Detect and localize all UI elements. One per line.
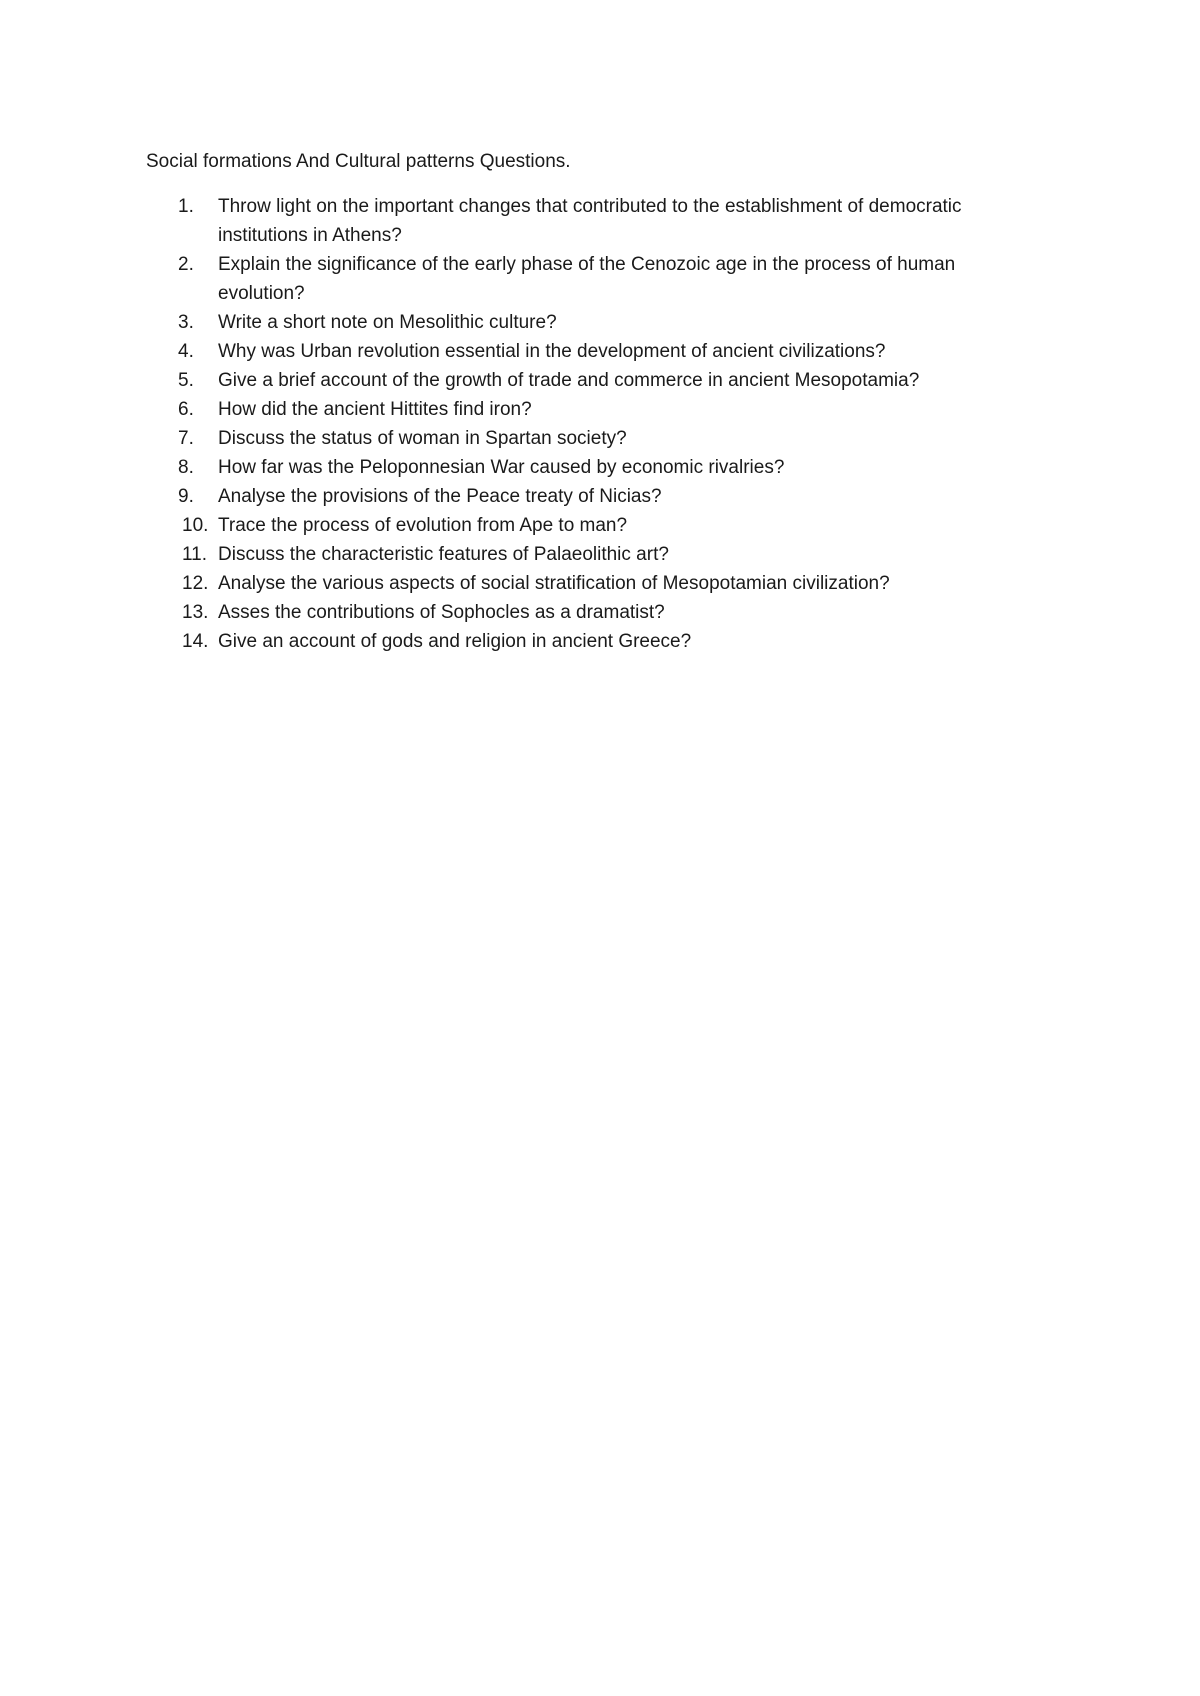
question-item xyxy=(146,598,1046,627)
question-text: Why was Urban revolution essential in the development of ancient civilizations? xyxy=(218,341,886,362)
question-item xyxy=(146,192,1046,250)
question-text: Analyse the provisions of the Peace treaty of Nicias? xyxy=(218,486,662,507)
question-text: Discuss the characteristic features of Palaeolithic art? xyxy=(218,544,669,565)
question-item xyxy=(146,308,1046,337)
document-title: Social formations And Cultural patterns Questions. xyxy=(146,151,571,172)
question-item xyxy=(146,250,1046,308)
question-item xyxy=(146,569,1046,598)
question-number: 4. xyxy=(178,341,194,362)
question-text: Give an account of gods and religion in ancient Greece? xyxy=(218,631,692,652)
question-text: Write a short note on Mesolithic culture? xyxy=(218,312,557,333)
question-item xyxy=(146,627,1046,656)
question-number: 9. xyxy=(178,486,194,507)
question-item xyxy=(146,511,1046,540)
question-text: Explain the significance of the early phase of the Cenozoic age in the process of human evolution? xyxy=(218,254,956,304)
question-number: 1. xyxy=(178,196,194,217)
question-number: 8. xyxy=(178,457,194,478)
question-text: Analyse the various aspects of social stratification of Mesopotamian civilization? xyxy=(218,573,890,594)
question-number: 10. xyxy=(182,515,209,536)
question-item xyxy=(146,482,1046,511)
question-item xyxy=(146,395,1046,424)
question-number: 7. xyxy=(178,428,194,449)
question-text: How far was the Peloponnesian War caused by economic rivalries? xyxy=(218,457,785,478)
question-number: 5. xyxy=(178,370,194,391)
question-text: Asses the contributions of Sophocles as a dramatist? xyxy=(218,602,665,623)
question-text: Discuss the status of woman in Spartan society? xyxy=(218,428,627,449)
question-text: Trace the process of evolution from Ape to man? xyxy=(218,515,628,536)
question-text: How did the ancient Hittites find iron? xyxy=(218,399,532,420)
question-number: 12. xyxy=(182,573,209,594)
question-item xyxy=(146,366,1046,395)
question-list xyxy=(146,192,1046,656)
question-text: Give a brief account of the growth of trade and commerce in ancient Mesopotamia? xyxy=(218,370,920,391)
question-item xyxy=(146,337,1046,366)
question-number: 3. xyxy=(178,312,194,333)
question-number: 14. xyxy=(182,631,209,652)
question-number: 2. xyxy=(178,254,194,275)
question-number: 6. xyxy=(178,399,194,420)
question-item xyxy=(146,424,1046,453)
question-item xyxy=(146,453,1046,482)
question-item xyxy=(146,540,1046,569)
question-number: 11. xyxy=(182,544,208,565)
question-number: 13. xyxy=(182,602,209,623)
question-text: Throw light on the important changes that contributed to the establishment of democratic institutions in Athens? xyxy=(218,196,962,246)
